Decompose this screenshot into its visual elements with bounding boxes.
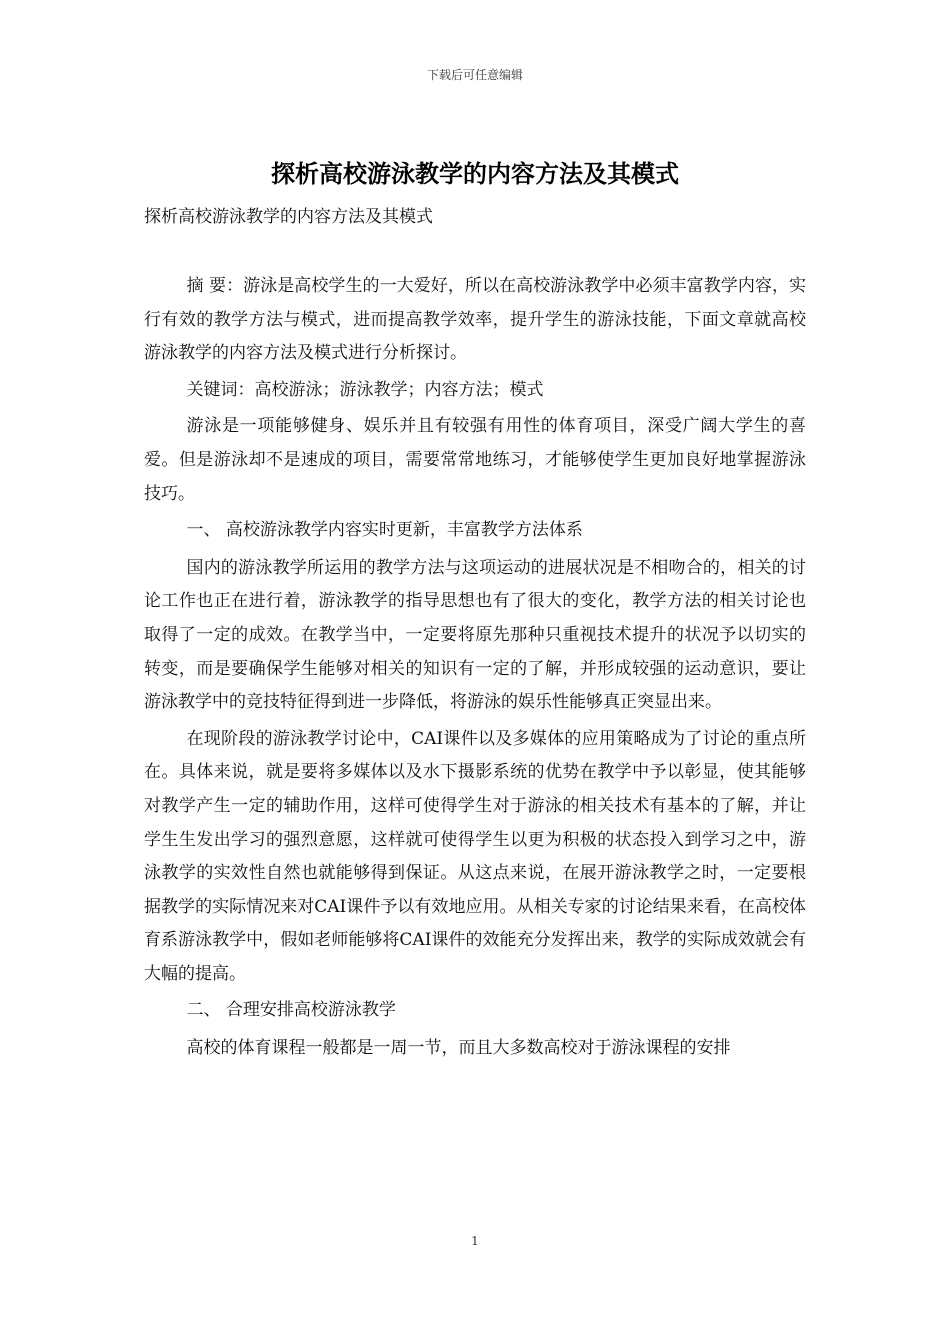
document-body <box>144 270 806 1069</box>
document-title: 探析高校游泳教学的内容方法及其模式 <box>271 159 679 188</box>
section-1-paragraph-2: 在现阶段的游泳教学讨论中，CAI课件以及多媒体的应用策略成为了讨论的重点所在。具体来说，就是要将多媒体以及水下摄影系统的优势在教学中予以彰显，使其能够对教学产生一定的辅助作用，这样可使得学生对于游泳的相关技术有基本的了解，并让学生生发出学习的强烈意愿，这样就可使得学生以更为积极的状态投入到学习之中，游泳教学的实效性自然也就能够得到保证。从这点来说，在展开游泳教学之时，一定要根据教学的实际情况来对CAI课件予以有效地应用。从相关专家的讨论结果来看，在高校体育系游泳教学中，假如老师能够将CAI课件的效能充分发挥出来，教学的实际成效就会有大幅的提高。 <box>144 728 806 984</box>
keywords-line: 关键词：高校游泳；游泳教学；内容方法；模式 <box>186 379 544 400</box>
document-subtitle: 探析高校游泳教学的内容方法及其模式 <box>144 207 433 227</box>
section-1-paragraph-1: 国内的游泳教学所运用的教学方法与这项运动的进展状况是不相吻合的，相关的讨论工作也正在进行着，游泳教学的指导思想也有了很大的变化，教学方法的相关讨论也取得了一定的成效。在教学当中，一定要将原先那种只重视技术提升的状况予以切实的转变，而是要确保学生能够对相关的知识有一定的了解，并形成较强的运动意识，要让游泳教学中的竞技特征得到进一步降低，将游泳的娱乐性能够真正突显出来。 <box>144 557 806 713</box>
page-number: 1 <box>471 1234 479 1248</box>
section-2-heading: 二、 合理安排高校游泳教学 <box>186 1000 396 1021</box>
section-1-heading: 一、 高校游泳教学内容实时更新，丰富教学方法体系 <box>186 520 583 541</box>
header-note: 下载后可任意编辑 <box>426 68 523 82</box>
section-2-paragraph-1: 高校的体育课程一般都是一周一节，而且大多数高校对于游泳课程的安排 <box>186 1038 731 1059</box>
abstract-paragraph: 摘 要：游泳是高校学生的一大爱好，所以在高校游泳教学中必须丰富教学内容，实行有效的教学方法与模式，进而提高教学效率，提升学生的游泳技能，下面文章就高校游泳教学的内容方法及模式进行分析探讨。 <box>144 276 806 364</box>
intro-paragraph: 游泳是一项能够健身、娱乐并且有较强有用性的体育项目，深受广阔大学生的喜爱。但是游泳却不是速成的项目，需要常常地练习，才能够使学生更加良好地掌握游泳技巧。 <box>144 416 806 504</box>
